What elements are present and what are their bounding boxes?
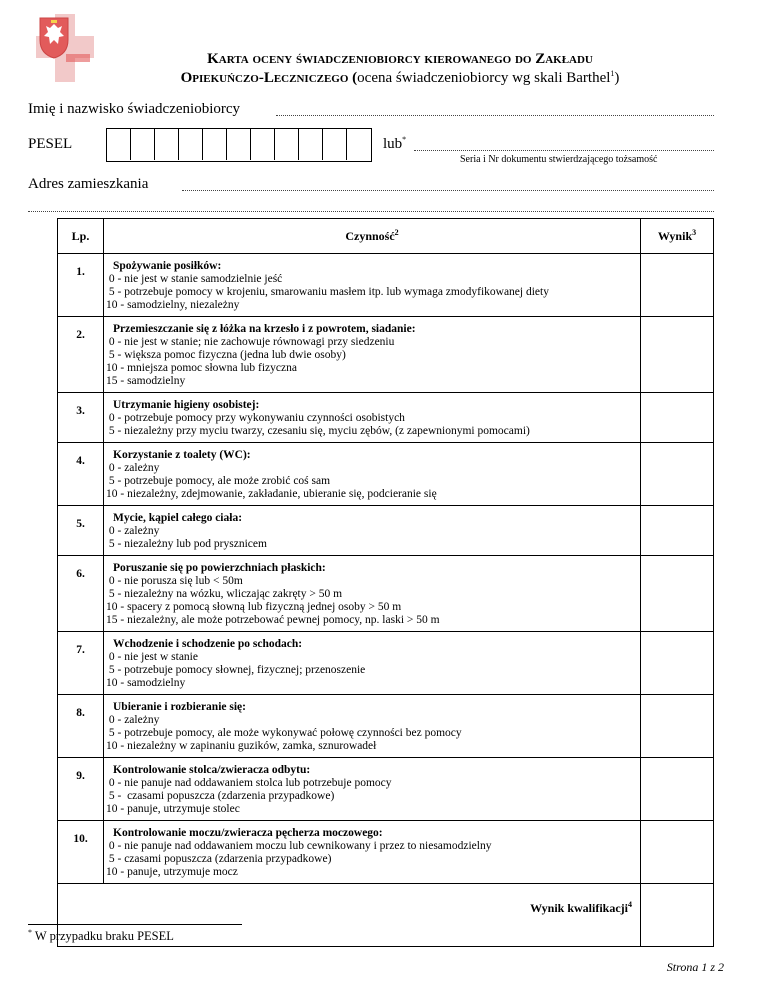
row-lp: 3. xyxy=(58,393,104,443)
table-row xyxy=(58,821,714,884)
row-lp: 9. xyxy=(58,758,104,821)
row-lp: 7. xyxy=(58,632,104,695)
header-activity xyxy=(104,219,641,254)
row-lp: 6. xyxy=(58,556,104,632)
table-row xyxy=(58,393,714,443)
final-result-cell[interactable] xyxy=(641,884,714,947)
table-body xyxy=(58,254,714,884)
activity-option: 0 - potrzebuje pomocy przy wykonywaniu czynności osobistych xyxy=(106,412,405,424)
activity-option: 0 - nie porusza się lub < 50m xyxy=(106,575,243,587)
activity-option: 10 - niezależny, zdejmowanie, zakładanie, ubieranie się, podcieranie się xyxy=(106,488,437,500)
header-result xyxy=(641,219,714,254)
activity-option: 5 - niezależny na wózku, wliczając zakręty > 50 m xyxy=(106,588,343,600)
pesel-digit-box[interactable] xyxy=(107,129,131,160)
activity-option: 0 - zależny xyxy=(106,462,160,474)
activity-option: 10 - spacery z pomocą słowną lub fizyczną jednej osoby > 50 m xyxy=(106,601,402,613)
activity-title: Ubieranie i rozbieranie się: xyxy=(113,701,246,713)
activity-option: 5 - niezależny lub pod prysznicem xyxy=(106,538,267,550)
title-close: ) xyxy=(614,70,620,86)
activity-option: 10 - mniejsza pomoc słowna lub fizyczna xyxy=(106,362,297,374)
row-result-cell[interactable] xyxy=(641,317,714,393)
activity-title: Przemieszczanie się z łóżka na krzesło i z powrotem, siadanie: xyxy=(113,323,416,335)
activity-option: 15 - samodzielny xyxy=(106,375,186,387)
row-activity xyxy=(104,632,641,695)
name-field[interactable] xyxy=(276,115,714,116)
row-activity xyxy=(104,254,641,317)
or-text: lub xyxy=(383,136,403,152)
footnote-divider xyxy=(28,924,242,925)
footnote-text: W przypadku braku PESEL xyxy=(32,929,174,943)
row-activity xyxy=(104,443,641,506)
document-title xyxy=(100,50,700,88)
pesel-boxes[interactable] xyxy=(106,128,372,162)
address-label: Adres zamieszkania xyxy=(28,176,149,192)
activity-option: 5 - czasami popuszcza (zdarzenia przypadkowe) xyxy=(106,853,332,865)
row-lp: 2. xyxy=(58,317,104,393)
header-lp: Lp. xyxy=(58,219,104,254)
row-activity xyxy=(104,393,641,443)
table-row xyxy=(58,758,714,821)
or-footnote-ref: * xyxy=(402,135,407,144)
pesel-digit-box[interactable] xyxy=(155,129,179,160)
pesel-digit-box[interactable] xyxy=(251,129,275,160)
pesel-digit-box[interactable] xyxy=(323,129,347,160)
activity-option: 5 - niezależny przy myciu twarzy, czesaniu się, myciu zębów, (z zapewnionymi pomocami) xyxy=(106,425,530,437)
activity-option: 10 - samodzielny xyxy=(106,677,186,689)
activity-option: 0 - zależny xyxy=(106,714,160,726)
title-line-2 xyxy=(100,69,700,88)
title-line-2-bold: Opiekuńczo-Leczniczego ( xyxy=(180,70,358,86)
activity-option: 5 - potrzebuje pomocy słownej, fizycznej; przenoszenie xyxy=(106,664,366,676)
pesel-label: PESEL xyxy=(28,136,73,152)
row-activity xyxy=(104,821,641,884)
footnote-mark: * xyxy=(28,927,32,937)
final-result-ref: 4 xyxy=(628,900,632,909)
page-number: Strona 1 z 2 xyxy=(666,960,724,974)
table-row xyxy=(58,506,714,556)
title-line-2-normal: ocena świadczeniobiorcy wg skali Barthel xyxy=(357,70,611,86)
activity-title: Wchodzenie i schodzenie po schodach: xyxy=(113,638,303,650)
barthel-scale-table xyxy=(57,218,714,947)
row-lp: 1. xyxy=(58,254,104,317)
activity-option: 5 - czasami popuszcza (zdarzenia przypadkowe) xyxy=(106,790,335,802)
activity-option: 0 - nie jest w stanie samodzielnie jeść xyxy=(106,273,283,285)
final-result-text: Wynik kwalifikacji xyxy=(530,901,628,915)
activity-option: 10 - niezależny w zapinaniu guzików, zamka, sznurowadeł xyxy=(106,740,377,752)
pesel-digit-box[interactable] xyxy=(203,129,227,160)
activity-title: Kontrolowanie stolca/zwieracza odbytu: xyxy=(113,764,311,776)
pesel-digit-box[interactable] xyxy=(131,129,155,160)
row-result-cell[interactable] xyxy=(641,443,714,506)
table-row xyxy=(58,317,714,393)
address-field-line-1[interactable] xyxy=(182,190,714,191)
address-field-line-2[interactable] xyxy=(28,211,714,212)
activity-option: 0 - nie panuje nad oddawaniem moczu lub cewnikowany i przez to niesamodzielny xyxy=(106,840,492,852)
row-result-cell[interactable] xyxy=(641,632,714,695)
row-lp: 5. xyxy=(58,506,104,556)
pesel-digit-box[interactable] xyxy=(275,129,299,160)
table-header-row xyxy=(58,219,714,254)
table-row xyxy=(58,443,714,506)
document-number-note: Seria i Nr dokumentu stwierdzającego tożsamość xyxy=(460,154,658,165)
activity-title: Korzystanie z toalety (WC): xyxy=(113,449,251,461)
activity-option: 10 - samodzielny, niezależny xyxy=(106,299,240,311)
row-result-cell[interactable] xyxy=(641,506,714,556)
activity-title: Poruszanie się po powierzchniach płaskich: xyxy=(113,562,326,574)
pesel-digit-box[interactable] xyxy=(299,129,323,160)
activity-option: 0 - nie panuje nad oddawaniem stolca lub potrzebuje pomocy xyxy=(106,777,392,789)
title-footnote-ref: 1 xyxy=(610,69,615,78)
row-lp: 8. xyxy=(58,695,104,758)
row-result-cell[interactable] xyxy=(641,821,714,884)
pesel-digit-box[interactable] xyxy=(179,129,203,160)
activity-option: 5 - potrzebuje pomocy, ale może zrobić coś sam xyxy=(106,475,331,487)
row-activity xyxy=(104,695,641,758)
row-activity xyxy=(104,556,641,632)
name-label: Imię i nazwisko świadczeniobiorcy xyxy=(28,101,241,117)
pesel-digit-box[interactable] xyxy=(227,129,251,160)
table-row xyxy=(58,254,714,317)
row-result-cell[interactable] xyxy=(641,695,714,758)
activity-title: Kontrolowanie moczu/zwieracza pęcherza moczowego: xyxy=(113,827,383,839)
row-result-cell[interactable] xyxy=(641,254,714,317)
activity-title: Spożywanie posiłków: xyxy=(113,260,222,272)
activity-option: 0 - nie jest w stanie xyxy=(106,651,198,663)
activity-option: 5 - potrzebuje pomocy, ale może wykonywać połowę czynności bez pomocy xyxy=(106,727,462,739)
row-activity xyxy=(104,758,641,821)
header-result-text: Wynik xyxy=(657,228,693,243)
table-row xyxy=(58,695,714,758)
row-lp: 10. xyxy=(58,821,104,884)
row-activity xyxy=(104,506,641,556)
table-row xyxy=(58,556,714,632)
activity-option: 0 - zależny xyxy=(106,525,160,537)
document-number-field[interactable] xyxy=(414,150,714,151)
or-label xyxy=(383,136,406,153)
row-result-cell[interactable] xyxy=(641,393,714,443)
footnote xyxy=(28,929,174,944)
activity-title: Utrzymanie higieny osobistej: xyxy=(113,399,260,411)
activity-option: 10 - panuje, utrzymuje mocz xyxy=(106,866,238,878)
row-activity xyxy=(104,317,641,393)
table-row xyxy=(58,632,714,695)
activity-option: 10 - panuje, utrzymuje stolec xyxy=(106,803,240,815)
activity-option: 5 - większa pomoc fizyczna (jedna lub dwie osoby) xyxy=(106,349,346,361)
pesel-digit-box[interactable] xyxy=(347,129,371,160)
activity-title: Mycie, kąpiel całego ciała: xyxy=(113,512,243,524)
institution-logo-icon xyxy=(36,14,94,82)
header-activity-text: Czynność xyxy=(345,228,395,243)
row-result-cell[interactable] xyxy=(641,758,714,821)
header-result-ref: 3 xyxy=(692,227,697,237)
activity-option: 15 - niezależny, ale może potrzebować pewnej pomocy, np. laski > 50 m xyxy=(106,614,440,626)
row-lp: 4. xyxy=(58,443,104,506)
activity-option: 0 - nie jest w stanie; nie zachowuje równowagi przy siedzeniu xyxy=(106,336,395,348)
header-activity-ref: 2 xyxy=(394,227,399,237)
activity-option: 5 - potrzebuje pomocy w krojeniu, smarowaniu masłem itp. lub wymaga zmodyfikowanej diety xyxy=(106,286,549,298)
title-line-1: Karta oceny świadczeniobiorcy kierowanego do Zakładu xyxy=(207,51,593,67)
row-result-cell[interactable] xyxy=(641,556,714,632)
